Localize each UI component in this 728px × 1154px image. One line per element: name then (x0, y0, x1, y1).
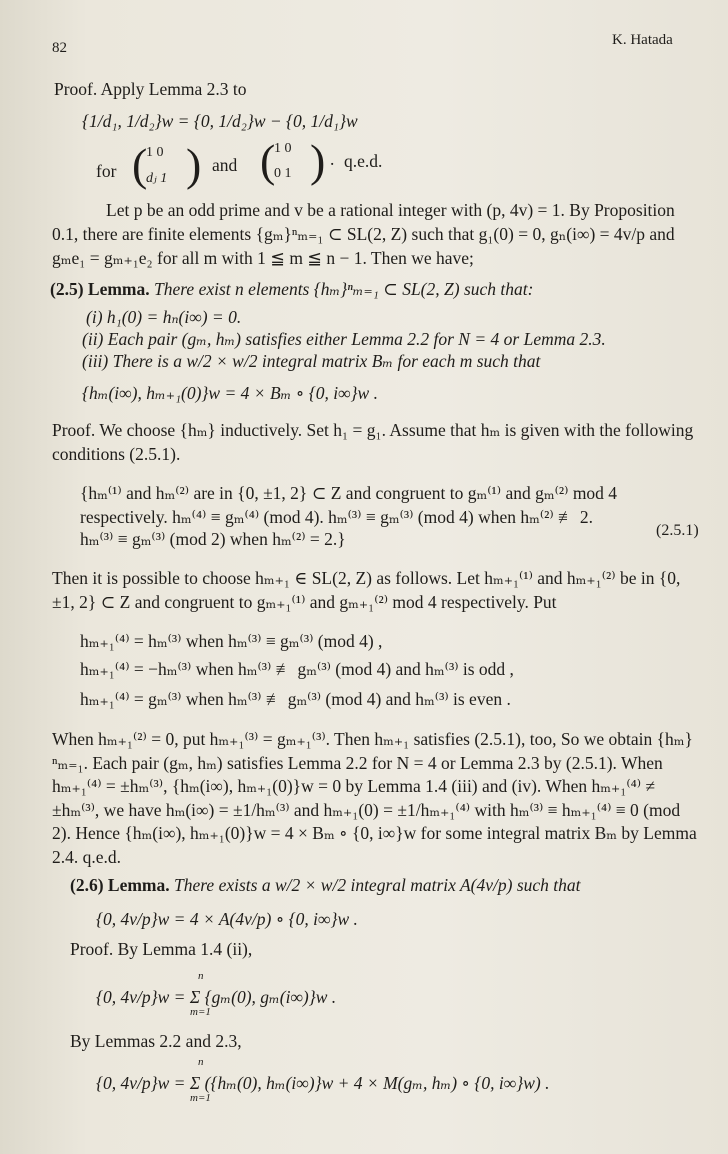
matrix2-bottom: 0 1 (274, 166, 292, 181)
lemma-2-6-equation: {0, 4v/p}w = 4 × A(4v/p) ∘ {0, i∞}w . (96, 909, 358, 929)
proof-2-6-line: Proof. By Lemma 1.4 (ii), (70, 939, 253, 959)
lemma-2-5-item-ii: (ii) Each pair (gₘ, hₘ) satisfies either Lemma 2.2 for N = 4 or Lemma 2.3. (82, 329, 606, 349)
proof-apply-line: Proof. Apply Lemma 2.3 to (54, 79, 247, 99)
sum2-lower: m=1 (190, 1092, 211, 1104)
condition-line-1: {hₘ⁽¹⁾ and hₘ⁽²⁾ are in {0, ±1, 2} ⊂ Z and congruent to gₘ⁽¹⁾ and gₘ⁽²⁾ mod 4 (80, 483, 618, 503)
condition-line-3: hₘ⁽³⁾ ≡ gₘ⁽³⁾ (mod 2) when hₘ⁽²⁾ = 2.} (80, 529, 346, 549)
lemma-2-6-heading (70, 874, 581, 896)
equation-lemma23: {1/d₁, 1/d₂}w = {0, 1/d₂}w − {0, 1/d₁}w (82, 111, 358, 131)
page-number: 82 (52, 40, 67, 56)
dot: . (330, 149, 335, 169)
lemma-2-5-title: (2.5) Lemma. (50, 279, 150, 299)
lemma-2-6-statement: There exists a w/2 × w/2 integral matrix A(4v/p) such that (174, 875, 581, 895)
paragraph-when: When hₘ₊₁⁽²⁾ = 0, put hₘ₊₁⁽³⁾ = gₘ₊₁⁽³⁾. Then hₘ₊₁ satisfies (2.5.1), too, So we obtain {hₘ}ⁿₘ₌₁. Each pair (gₘ, hₘ) satisfies Lemma 2.2 for N = 4 or Lemma 2.3 by (2.5.1). When hₘ₊₁⁽⁴⁾ = ±hₘ⁽³⁾, {hₘ(i∞), hₘ₊₁(0)}w = 0 by Lemma 1.4 (iii) and (iv). When hₘ₊₁⁽⁴⁾ ≠ ±hₘ⁽³⁾, we have hₘ(i∞) = ±1/hₘ⁽³⁾ and hₘ₊₁(0) = ±1/hₘ₊₁⁽⁴⁾ with hₘ⁽³⁾ ≡ hₘ₊₁⁽⁴⁾ ≡ 0 (mod 2). Hence {hₘ(i∞), hₘ₊₁(0)}w = 4 × Bₘ ∘ {0, i∞}w for some integral matrix Bₘ by Lemma 2.4. q.e.d. (52, 729, 697, 867)
lemma-2-5-item-iii: (iii) There is a w/2 × w/2 integral matrix Bₘ for each m such that (82, 351, 541, 371)
bracket-right-2: ) (310, 135, 326, 186)
lemma-2-5-heading (50, 278, 533, 300)
lemma-2-5-equation: {hₘ(i∞), hₘ₊₁(0)}w = 4 × Bₘ ∘ {0, i∞}w . (82, 383, 378, 403)
for-label: for (96, 161, 117, 181)
case-line-2: hₘ₊₁⁽⁴⁾ = −hₘ⁽³⁾ when hₘ⁽³⁾ ≢ gₘ⁽³⁾ (mod 4) and hₘ⁽³⁾ is odd , (80, 659, 514, 679)
qed-1: q.e.d. (344, 151, 383, 171)
and-label: and (212, 155, 238, 175)
lemma-2-5-item-i: (i) h₁(0) = hₙ(i∞) = 0. (86, 307, 242, 327)
bracket-left-2: ( (260, 135, 276, 186)
paragraph-choose: Then it is possible to choose hₘ₊₁ ∈ SL(2, Z) as follows. Let hₘ₊₁⁽¹⁾ and hₘ₊₁⁽²⁾ be in {0, ±1, 2} ⊂ Z and congruent to gₘ₊₁⁽¹⁾ and gₘ₊₁⁽²⁾ mod 4 respectively. Put (52, 568, 681, 612)
sum1-upper: n (198, 970, 204, 982)
sum1-lower: m=1 (190, 1006, 211, 1018)
paragraph-proposition: Let p be an odd prime and v be a rational integer with (p, 4v) = 1. By Proposition 0.1, there are finite elements {gₘ}ⁿₘ₌₁ ⊂ SL(2, Z) such that g₁(0) = 0, gₙ(i∞) = 4v/p and gₘe₁ = gₘ₊₁e₂ for all m with 1 ≦ m ≦ n − 1. Then we have; (52, 200, 675, 268)
sum-equation-1: {0, 4v/p}w = Σ {gₘ(0), gₘ(i∞)}w . (96, 987, 337, 1007)
equation-tag-2-5-1: (2.5.1) (656, 522, 699, 539)
condition-line-2: respectively. hₘ⁽⁴⁾ ≡ gₘ⁽⁴⁾ (mod 4). hₘ⁽³⁾ ≡ gₘ⁽³⁾ (mod 4) when hₘ⁽²⁾ ≢ 2. (80, 507, 594, 527)
matrix2-top: 1 0 (274, 141, 292, 156)
lemmas-line: By Lemmas 2.2 and 2.3, (70, 1031, 242, 1051)
lemma-2-5-statement: There exist n elements {hₘ}ⁿₘ₌₁ ⊂ SL(2, Z) such that: (154, 279, 534, 299)
case-line-1: hₘ₊₁⁽⁴⁾ = hₘ⁽³⁾ when hₘ⁽³⁾ ≡ gₘ⁽³⁾ (mod 4) , (80, 631, 383, 651)
sum-equation-2: {0, 4v/p}w = Σ ({hₘ(0), hₘ(i∞)}w + 4 × M(gₘ, hₘ) ∘ {0, i∞}w) . (96, 1073, 550, 1093)
running-head-author: K. Hatada (612, 32, 673, 48)
case-line-3: hₘ₊₁⁽⁴⁾ = gₘ⁽³⁾ when hₘ⁽³⁾ ≢ gₘ⁽³⁾ (mod 4) and hₘ⁽³⁾ is even . (80, 689, 511, 709)
sum2-upper: n (198, 1056, 204, 1068)
matrix1-bottom: dⱼ 1 (146, 171, 168, 186)
bracket-left-1: ( (132, 139, 148, 190)
lemma-2-6-title: (2.6) Lemma. (70, 875, 170, 895)
paragraph-proof-inductive: Proof. We choose {hₘ} inductively. Set h₁ = g₁. Assume that hₘ is given with the following conditions (2.5.1). (52, 420, 694, 464)
bracket-right-1: ) (186, 139, 202, 190)
matrix1-top: 1 0 (146, 145, 164, 160)
